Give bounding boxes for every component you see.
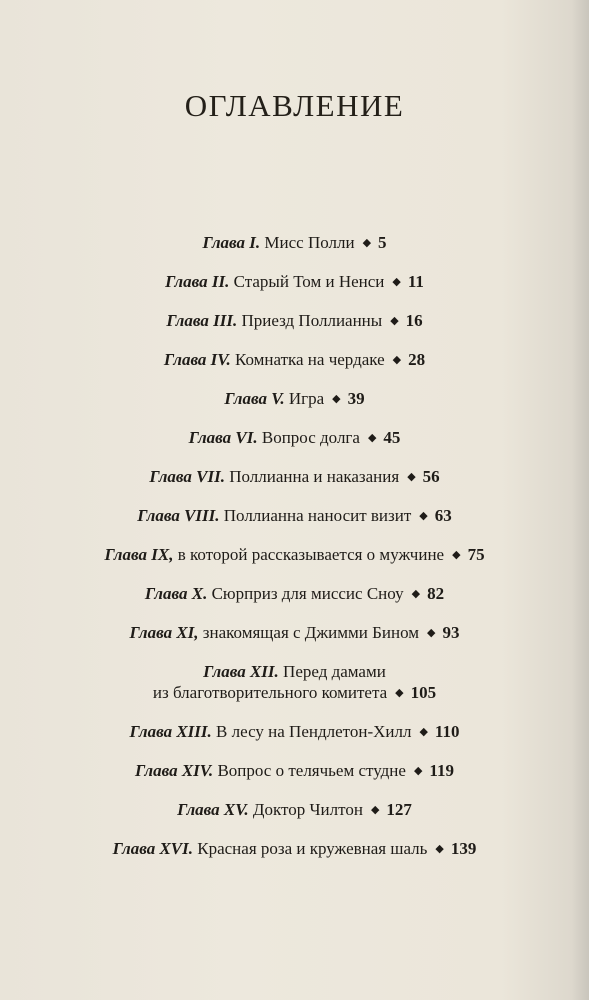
- toc-entry-10: [0, 583, 589, 622]
- toc-entry-16: [0, 838, 589, 877]
- page-number: 56: [422, 467, 440, 486]
- chapter-number: Глава XII.: [203, 662, 279, 681]
- chapter-number: Глава X.: [144, 584, 208, 603]
- toc-entry-1: [0, 232, 589, 271]
- chapter-number: Глава III.: [166, 311, 238, 330]
- chapter-number: Глава IX,: [104, 545, 174, 564]
- toc-entry-2: [0, 271, 589, 310]
- chapter-title: в которой рассказывается о мужчине: [177, 545, 445, 564]
- diamond-separator-icon: ◆: [407, 471, 416, 483]
- toc-entry-12: [0, 661, 589, 721]
- toc-entry-3: [0, 310, 589, 349]
- page-number: 28: [408, 350, 426, 369]
- diamond-separator-icon: ◆: [392, 276, 401, 288]
- chapter-title: Игра: [288, 389, 325, 408]
- diamond-separator-icon: ◆: [392, 354, 402, 366]
- page-number: 82: [427, 584, 445, 603]
- chapter-title: Приезд Поллианны: [241, 311, 383, 330]
- table-of-contents: [0, 232, 589, 877]
- chapter-number: Глава XIV.: [135, 761, 214, 780]
- toc-entry-11: [0, 622, 589, 661]
- chapter-number: Глава V.: [224, 389, 285, 408]
- page-number: 16: [405, 311, 423, 330]
- chapter-number: Глава IV.: [163, 350, 231, 369]
- chapter-title: Доктор Чилтон: [252, 800, 363, 819]
- page-number: 5: [378, 233, 387, 252]
- page-title: ОГЛАВЛЕНИЕ: [184, 88, 405, 123]
- chapter-number: Глава XVI.: [112, 839, 193, 858]
- toc-entry-5: [0, 388, 589, 427]
- diamond-separator-icon: ◆: [390, 315, 399, 327]
- chapter-number: Глава XV.: [177, 800, 249, 819]
- page-number: 45: [383, 428, 401, 447]
- diamond-separator-icon: ◆: [332, 393, 341, 405]
- diamond-separator-icon: ◆: [452, 549, 461, 561]
- diamond-separator-icon: ◆: [411, 588, 421, 600]
- toc-entry-8: [0, 505, 589, 544]
- chapter-number: Глава I.: [202, 233, 261, 252]
- toc-entry-4: [0, 349, 589, 388]
- chapter-title-line-2: [0, 682, 589, 704]
- chapter-title: Комнатка на чердаке: [234, 350, 385, 369]
- diamond-separator-icon: ◆: [362, 237, 372, 249]
- chapter-number: Глава VI.: [188, 428, 258, 447]
- page-number: 119: [429, 761, 454, 780]
- chapter-title: Вопрос о телячьем студне: [217, 761, 406, 780]
- page-number: 139: [450, 839, 477, 858]
- diamond-separator-icon: ◆: [419, 510, 428, 522]
- toc-entry-9: [0, 544, 589, 583]
- toc-entry-15: [0, 799, 589, 838]
- page-number: 127: [386, 800, 412, 819]
- toc-entry-6: [0, 427, 589, 466]
- chapter-title: В лесу на Пендлетон-Хилл: [216, 722, 412, 741]
- diamond-separator-icon: ◆: [427, 627, 436, 639]
- page-number: 11: [407, 272, 424, 291]
- diamond-separator-icon: ◆: [419, 726, 428, 738]
- chapter-title: Сюрприз для миссис Сноу: [211, 584, 404, 603]
- diamond-separator-icon: ◆: [413, 765, 423, 777]
- toc-entry-14: [0, 760, 589, 799]
- page-number: 110: [434, 722, 460, 741]
- chapter-title: Мисс Полли: [264, 233, 355, 252]
- chapter-number: Глава XI,: [129, 623, 199, 642]
- page-number: 39: [347, 389, 365, 408]
- chapter-title-continued: из благотворительного комитета: [152, 683, 388, 702]
- chapter-number: Глава VII.: [149, 467, 225, 486]
- chapter-title: Старый Том и Ненси: [233, 272, 385, 291]
- chapter-title: Поллианна и наказания: [229, 467, 400, 486]
- toc-entry-13: [0, 721, 589, 760]
- page-number: 63: [434, 506, 452, 525]
- chapter-number: Глава II.: [165, 272, 230, 291]
- chapter-number: Глава VIII.: [137, 506, 220, 525]
- chapter-title: Красная роза и кружевная шаль: [197, 839, 428, 858]
- chapter-number: Глава XIII.: [129, 722, 212, 741]
- page-number: 75: [467, 545, 485, 564]
- chapter-title: Перед дамами: [283, 662, 386, 681]
- chapter-title: знакомящая с Джимми Бином: [202, 623, 419, 642]
- page-number: 93: [442, 623, 460, 642]
- diamond-separator-icon: ◆: [367, 432, 377, 444]
- toc-entry-7: [0, 466, 589, 505]
- diamond-separator-icon: ◆: [370, 804, 380, 816]
- chapter-title: Поллианна наносит визит: [223, 506, 412, 525]
- chapter-title: Вопрос долга: [261, 428, 360, 447]
- diamond-separator-icon: ◆: [395, 687, 404, 699]
- page-number: 105: [410, 683, 437, 702]
- diamond-separator-icon: ◆: [435, 843, 444, 855]
